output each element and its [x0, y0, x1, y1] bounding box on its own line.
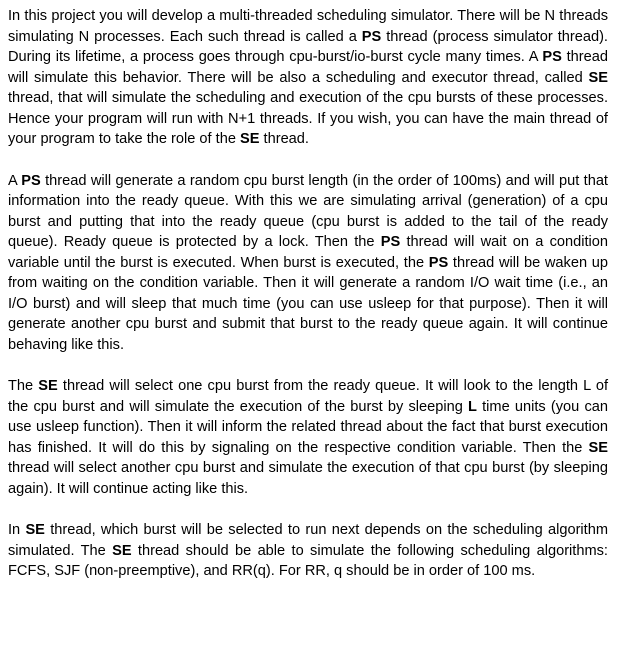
text-run: thread (process simulator thread). During its lifetime, a process goes through cpu-burst/io-burst cycle many times. A — [8, 28, 608, 65]
text-run: thread, which burst will be selected to run next depends on the scheduling algorithm simulated. The — [8, 522, 608, 559]
document-body — [8, 6, 608, 582]
text-run: The — [8, 378, 39, 394]
text-run: thread will select another cpu burst and simulate the execution of that cpu burst (by sleeping again). It will continue acting like this. — [8, 460, 608, 497]
paragraph-intro — [8, 6, 608, 150]
text-run: In — [8, 522, 26, 538]
bold-term: SE — [25, 522, 45, 538]
bold-term: PS — [428, 254, 449, 271]
paragraph-se-thread — [8, 376, 608, 499]
text-run: thread will simulate this behavior. There will be also a scheduling and executor thread, called — [8, 49, 608, 86]
bold-term: PS — [361, 28, 382, 45]
bold-term: PS — [380, 234, 401, 250]
text-run: thread should be able to simulate the following scheduling algorithms: FCFS, SJF (non-preemptive), and RR(q). For RR, q should be in order of 100 ms. — [8, 542, 608, 579]
text-run: thread will wait on a condition variable until the burst is executed. When burst is executed, the — [8, 234, 608, 271]
text-run: thread will select one cpu burst from the ready queue. It will look to the length L of the cpu burst and will simulate the execution of the burst by sleeping — [8, 378, 609, 415]
bold-term: SE — [588, 69, 608, 86]
bold-term: SE — [588, 439, 608, 456]
text-run: A — [8, 172, 22, 189]
bold-term: SE — [38, 378, 58, 394]
paragraph-scheduling-algorithms — [8, 520, 608, 582]
text-run: thread will be waken up from waiting on the condition variable. Then it will generate a random I/O wait time (i.e., an I/O burst) and will sleep that much time (you can use usleep for that purpose). Then it will generate another cpu burst and submit that burst to the ready queue again. It will continue behaving like this. — [8, 254, 608, 353]
bold-term: PS — [21, 172, 41, 189]
bold-term: L — [468, 398, 477, 415]
bold-term: SE — [112, 542, 132, 559]
bold-term: SE — [240, 131, 260, 147]
bold-term: PS — [542, 49, 562, 65]
paragraph-ps-thread — [8, 171, 608, 356]
text-run: thread. — [259, 131, 309, 147]
text-run: time units (you can use usleep function). Then it will inform the related thread about the fact that burst execution has finished. It will do this by signaling on the respective condition variable. Then the — [8, 398, 608, 456]
text-run: In this project you will develop a multi-threaded scheduling simulator. There will be N threads simulating N processes. Each such thread is called a — [8, 8, 608, 45]
text-run: thread will generate a random cpu burst length (in the order of 100ms) and will put that information into the ready queue. With this we are simulating arrival (generation) of a cpu burst and putting that into the ready queue (cpu burst is added to the tail of the ready queue). Ready queue is protected by a lock. Then the — [8, 172, 608, 250]
text-run: thread, that will simulate the scheduling and execution of the cpu bursts of these processes. Hence your program will run with N+1 threads. If you wish, you can have the main thread of your program to take the role of the — [8, 90, 608, 147]
